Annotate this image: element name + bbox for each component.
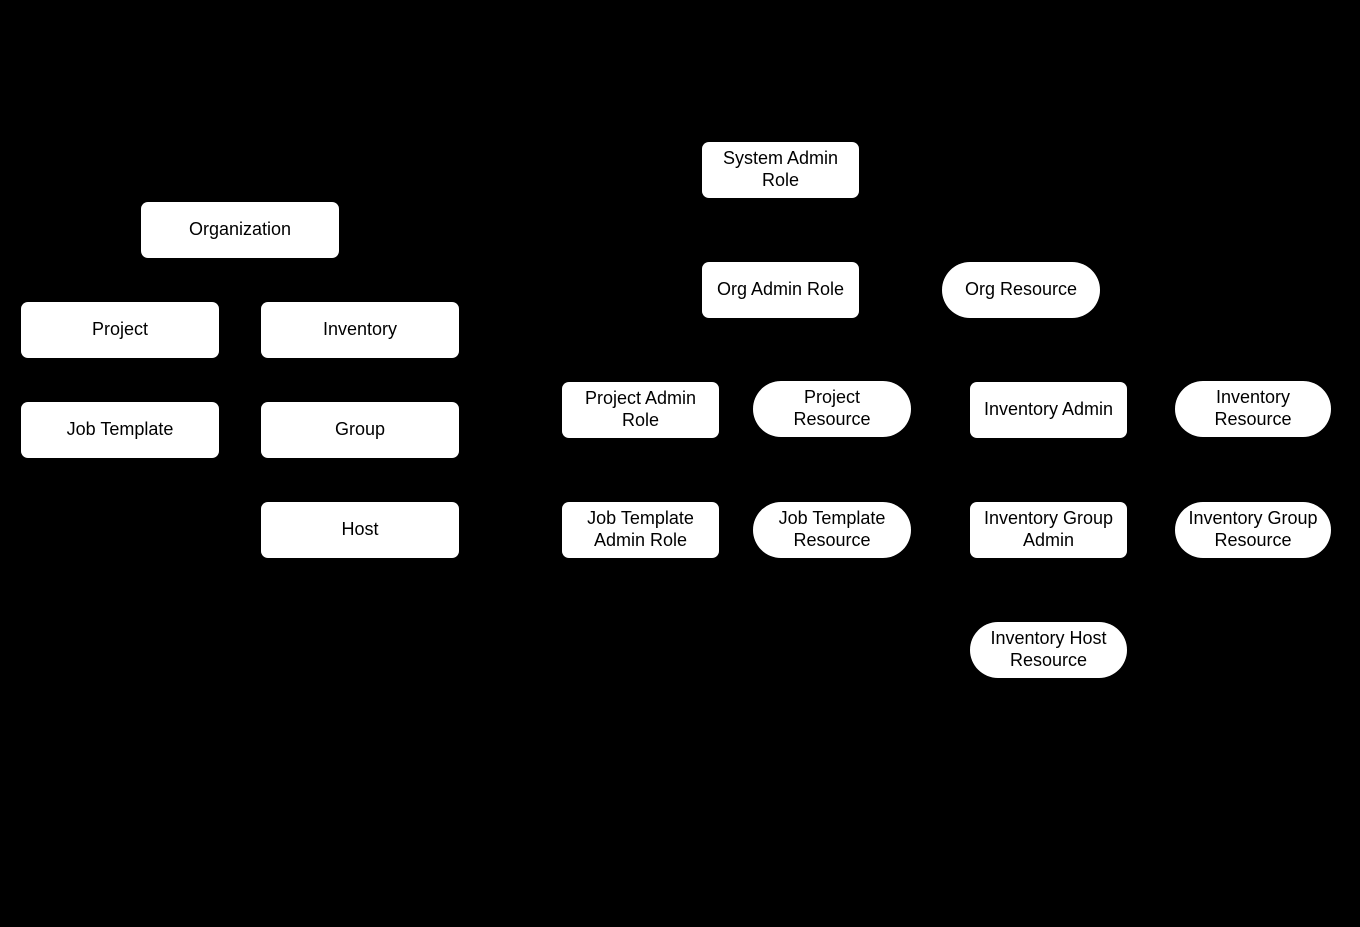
- node-org-resource: Org Resource: [942, 262, 1100, 318]
- node-inventory: Inventory: [261, 302, 459, 358]
- node-org-admin-role: Org Admin Role: [702, 262, 859, 318]
- node-system-admin-role: System Admin Role: [702, 142, 859, 198]
- node-inventory-group-admin: Inventory Group Admin: [970, 502, 1127, 558]
- node-inventory-resource: Inventory Resource: [1175, 381, 1331, 437]
- node-project-admin-role: Project Admin Role: [562, 382, 719, 438]
- node-inventory-admin: Inventory Admin: [970, 382, 1127, 438]
- node-job-template-admin-role: Job Template Admin Role: [562, 502, 719, 558]
- node-job-template: Job Template: [21, 402, 219, 458]
- node-inventory-group-resource: Inventory Group Resource: [1175, 502, 1331, 558]
- node-host: Host: [261, 502, 459, 558]
- node-organization: Organization: [141, 202, 339, 258]
- node-group: Group: [261, 402, 459, 458]
- node-inventory-host-resource: Inventory Host Resource: [970, 622, 1127, 678]
- node-project-resource: Project Resource: [753, 381, 911, 437]
- node-job-template-resource: Job Template Resource: [753, 502, 911, 558]
- node-project: Project: [21, 302, 219, 358]
